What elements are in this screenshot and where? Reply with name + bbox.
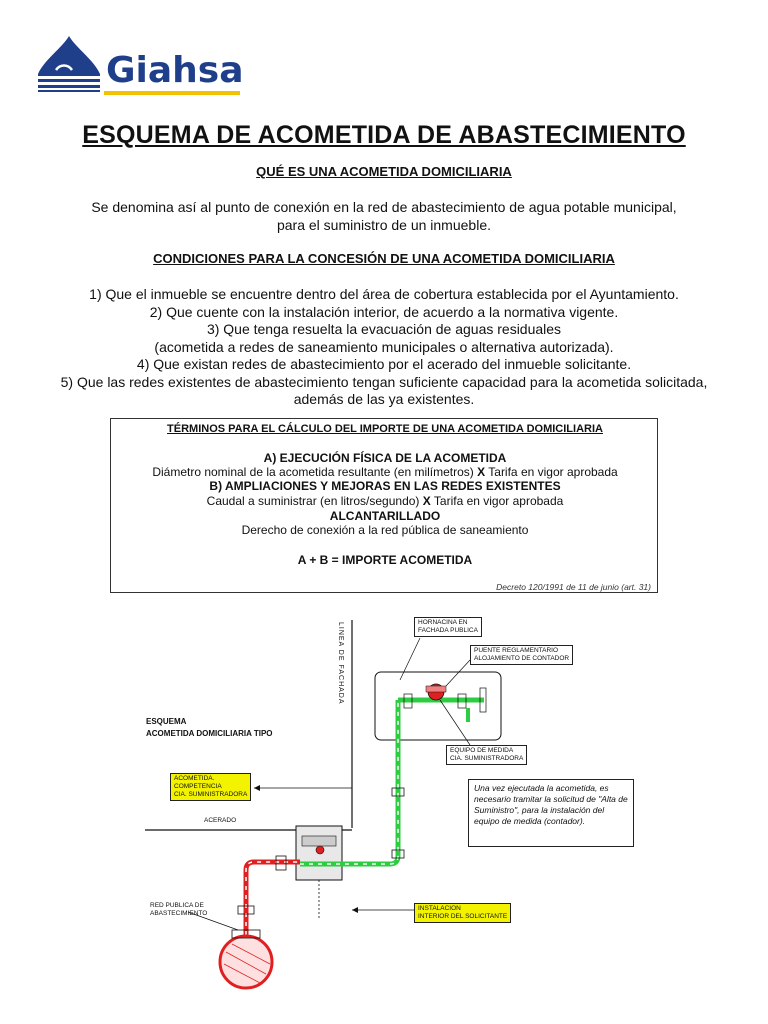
term-a-text [111,465,659,479]
diagram-title-2: ACOMETIDA DOMICILIARIA TIPO [146,729,273,738]
instalacion-line: INSTALACION [418,905,461,912]
condition-item: 3) Que tenga resuelta la evacuación de aguas residuales [206,321,562,337]
formula: A + B = IMPORTE ACOMETIDA [297,553,473,567]
term-b-tariff: Tarifa en vigor aprobada [433,494,564,508]
page-title: ESQUEMA DE ACOMETIDA DE ABASTECIMIENTO [82,121,686,149]
terms-box [110,418,658,593]
condition-item: 5) Que las redes existentes de abastecimiento tengan suficiente capacidad para la acometida solicitada, [60,373,708,390]
section2-heading: CONDICIONES PARA LA CONCESIÓN DE UNA ACOMETIDA DOMICILIARIA [153,251,615,266]
multiply-sign: X [477,465,486,479]
supply-note: Una vez ejecutada la acometida, es necesario tramitar la solicitud de "Alta de Suministro", para la instalación del equipo de medida (contador). [468,779,634,847]
water-drop-logo-icon [34,34,104,96]
term-b-text [111,494,659,508]
acometida-line: COMPETENCIA [174,783,222,790]
condition-item: 4) Que existan redes de abastecimiento por el acerado del inmueble solicitante. [136,356,632,372]
logo-wordmark: Giahsa [106,50,244,91]
multiply-sign: X [422,494,431,508]
decree-reference: Decreto 120/1991 de 11 de junio (art. 31) [496,582,651,592]
term-a-desc: Diámetro nominal de la acometida resultante (en milímetros) [152,465,474,479]
acometida-line: ACOMETIDA. [174,775,215,782]
instalacion-line: INTERIOR DEL SOLICITANTE [418,913,508,920]
equipo-line: EQUIPO DE MEDIDA [450,747,514,754]
red-publica-label [150,902,207,918]
condition-item: 1) Que el inmueble se encuentre dentro del área de cobertura establecida por el Ayuntamiento. [89,286,679,302]
acometida-line: CIA. SUMINISTRADORA [174,791,248,798]
term-a-title: A) EJECUCIÓN FÍSICA DE LA ACOMETIDA [263,451,507,465]
condition-item: 2) Que cuente con la instalación interior, de acuerdo a la normativa vigente. [149,303,619,320]
section1-line: Se denomina así al punto de conexión en la red de abastecimiento de agua potable municipal, [91,199,677,215]
hornacina-line: HORNACINA EN [418,619,468,626]
condition-item: además de las ya existentes. [293,391,475,407]
acerado-label: ACERADO [204,817,237,824]
acometida-label [170,773,251,801]
equipo-line: CIA. SUMINISTRADORA [450,755,524,762]
term-c-text: Derecho de conexión a la red pública de saneamiento [241,523,529,537]
term-c-title: ALCANTARILLADO [329,509,441,523]
terms-heading: TÉRMINOS PARA EL CÁLCULO DEL IMPORTE DE UNA ACOMETIDA DOMICILIARIA [167,423,603,435]
section1-line: para el suministro de un inmueble. [276,216,491,233]
term-b-title: B) AMPLIACIONES Y MEJORAS EN LAS REDES EXISTENTES [209,479,561,493]
diagram-title-1: ESQUEMA [146,717,187,726]
hornacina-line: FACHADA PUBLICA [418,627,478,634]
term-b-desc: Caudal a suministrar (en litros/segundo) [206,494,420,508]
conditions-list [0,286,768,409]
red-publica-line: RED PUBLICA DE [150,902,204,909]
section1-text [0,199,768,234]
term-a-tariff: Tarifa en vigor aprobada [488,465,618,479]
condition-item: (acometida a redes de saneamiento municipales o alternativa autorizada). [154,338,614,355]
puente-label [470,645,573,665]
logo-underline [104,91,240,95]
connection-diagram [0,600,768,1024]
puente-line: ALOJAMIENTO DE CONTADOR [474,655,570,662]
hornacina-label [414,617,482,637]
puente-line: PUENTE REGLAMENTARIO [474,647,559,654]
red-publica-line: ABASTECIMIENTO [150,910,208,917]
facade-line-label: LINEA DE FACHADA [337,622,344,705]
equipo-label [446,745,527,765]
instalacion-label [414,903,511,923]
section1-heading: QUÉ ES UNA ACOMETIDA DOMICILIARIA [256,164,512,179]
